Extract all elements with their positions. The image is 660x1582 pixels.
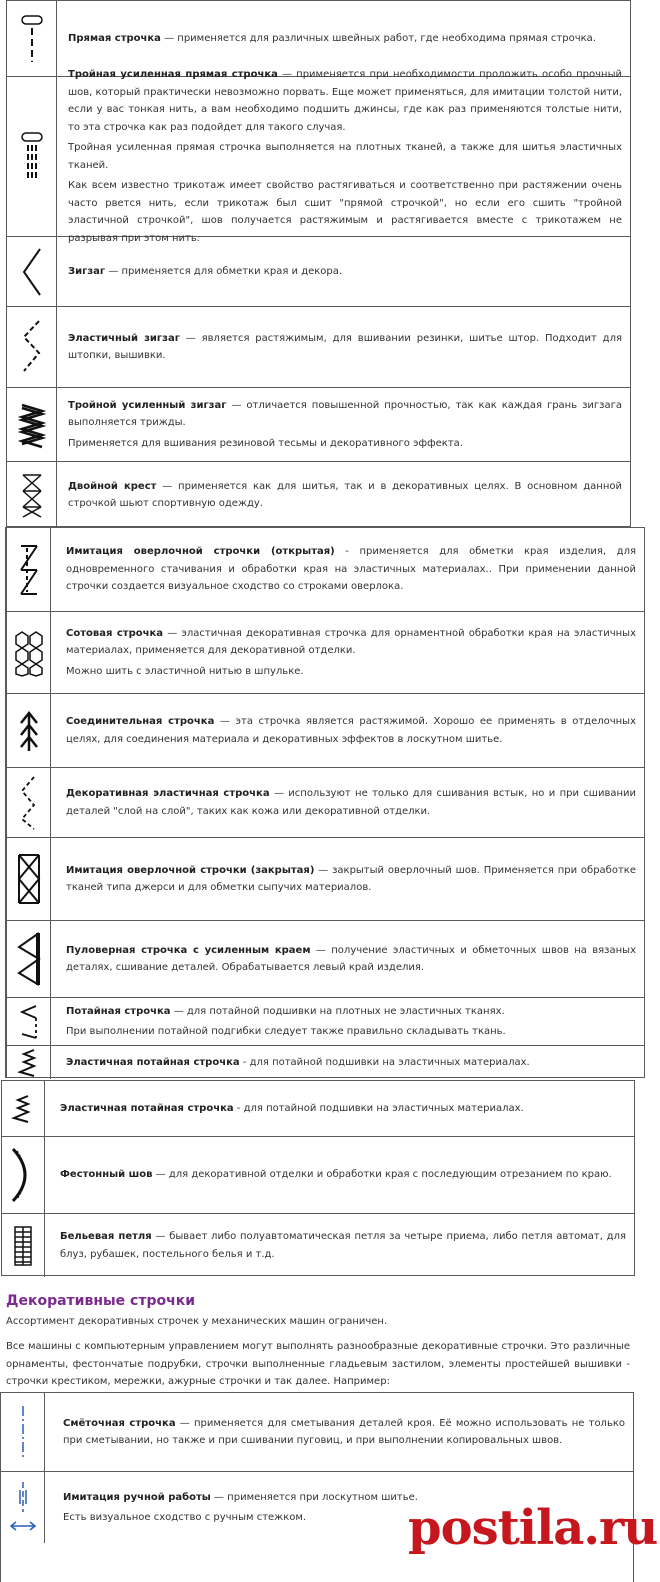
stitch-text: — является растяжимым, для вшивании резинки, шитье штор. Подходит для штопки, вышивки. (68, 332, 622, 361)
stitch-description (63, 1393, 625, 1471)
table-row (7, 998, 644, 1046)
stitch-text: — получение эластичных и обметочных швов на вязаных деталях, сшивание деталей. Обрабатывается левый край изделия. (66, 944, 636, 973)
stitch-name: Бельевая петля (60, 1231, 152, 1242)
stitch-description (66, 921, 636, 997)
stitch-name: Эластичная потайная строчка (66, 1056, 240, 1068)
stitch-text: Применяется для вшивания резиновой тесьмы и декоративного эффекта. (68, 437, 463, 449)
open-overlock-icon (7, 528, 51, 611)
stitch-description (66, 1046, 636, 1079)
stitch-description (66, 838, 636, 920)
straight-stitch-icon (7, 1, 57, 76)
stitch-description (68, 462, 622, 528)
stitch-name: Тройной усиленный зигзаг (68, 399, 227, 411)
triple-zigzag-icon (7, 388, 57, 461)
stitch-text: — применяется как для шитья, так и в декоративных целях. В основном данной строчкой шьют спортивную одежду. (68, 480, 622, 509)
stitch-text: Как всем известно трикотаж имеет свойство растягиваться и соответственно при растяжении очень часто рвется нить, если трикотаж был сшит "прямой строчкой", но если его сшить "тройной эластичной строчкой", шов получается растяжимым и растягивается вместе с трикотажем не разрывая при этом нить. (68, 180, 622, 244)
table-row (7, 69, 630, 244)
table-row (2, 1214, 634, 1277)
table-row (7, 307, 630, 388)
pullover-stitch-icon (7, 921, 51, 997)
double-cross-icon (7, 462, 57, 528)
stitch-description (66, 612, 636, 693)
table-row (7, 838, 644, 921)
stitch-description (60, 1081, 626, 1136)
stitch-text: — применяется при необходимости проложить особо прочный шов, который практически невозможно порвать. Еще может применяться, для имитации толстой нити, если у вас тонкая нить, а вам необходимо подшить джинсы, где как раз применяются толстые нити, то эта строчка как раз подойдет для такого случая. (68, 69, 622, 133)
section-title: Декоративные строчки (6, 1293, 196, 1309)
stitch-text: — для декоративной отделки и обработки края с последующим отрезанием по краю. (152, 1169, 612, 1181)
table-row (2, 1137, 634, 1214)
stitch-description (68, 237, 622, 306)
stitch-name: Имитация оверлочной строчки (закрытая) (66, 864, 315, 876)
closed-overlock-icon (7, 838, 51, 920)
stitch-text: — эластичная декоративная строчка для орнаментной обработки края на эластичных материалах, применяется для декоративной отделки. (66, 627, 636, 657)
table-row (7, 768, 644, 838)
stitch-name: Эластичный зигзаг (68, 332, 180, 344)
section-intro-2: Все машины с компьютерным управлением могут выполнять разнообразные декоративные строчки. Это различные орнаменты, фестончатые подрубки, строчки выполненные гладьевым застилом, элементы простейшей вышивки - строчки крестиком, мережки, ажурные строчки и так далее. Например: (6, 1341, 630, 1387)
stitch-table-1 (6, 0, 631, 527)
section-intro-1: Ассортимент декоративных строчек у механических машин ограничен. (6, 1316, 388, 1327)
table-row (7, 528, 644, 612)
stitch-description (68, 1, 622, 76)
stitch-name: Двойной крест (68, 480, 157, 492)
stitch-name: Имитация ручной работы (63, 1491, 211, 1503)
honeycomb-stitch-icon (7, 612, 51, 693)
stitch-text: — применяется при лоскутном шитье. (210, 1491, 418, 1503)
stitch-description (66, 998, 636, 1045)
stitch-description (66, 768, 636, 837)
stitch-text: - применяется для обметки края изделия, для одновременного стачивания и обработки края на эластичных материалах.. При применении данной строчки создается визуальное сходство со строками оверлока. (66, 546, 636, 593)
stitch-text: - для потайной подшивки на эластичных материалах. (239, 1056, 530, 1068)
stitch-text: — применяется для сметывания деталей кроя. Её можно использовать не только при сметывании, но также и при сшивании пуговиц, и при выполнении копировальных швов. (63, 1417, 626, 1446)
stitch-text: — бывает либо полуавтоматическая петля за четыре приема, либо петля автомат, для блуз, рубашек, постельного белья и т.д. (60, 1231, 627, 1260)
stitch-table-3 (1, 1080, 635, 1276)
stitch-name: Декоративная эластичная строчка (66, 788, 270, 799)
stitch-name: Сотовая строчка (66, 627, 164, 639)
stitch-text: — закрытый оверлочный шов. Применяется при обработке тканей типа джерси и для обметки сыпучих материалов. (66, 864, 636, 893)
table-row (7, 612, 644, 694)
blind-hem-icon (7, 998, 51, 1045)
stitch-text: Есть визуальное сходство с ручным стежком. (63, 1512, 307, 1523)
table-row (7, 921, 644, 998)
table-row (1, 1393, 633, 1472)
stitch-text: — используют не только для сшивания встык, но и при сшивании деталей "слой на слой", таких как кожа или декоративной отделки. (66, 788, 636, 817)
stitch-name: Фестонный шов (60, 1169, 153, 1181)
stitch-name: Тройная усиленная прямая строчка (68, 69, 278, 80)
stitch-text: При выполнении потайной подгибки следует также правильно складывать ткань. (66, 1026, 506, 1037)
stitch-name: Прямая строчка (68, 32, 161, 44)
connecting-stitch-icon (7, 694, 51, 767)
stitch-name: Потайная строчка (66, 1005, 171, 1017)
table-row (7, 1046, 644, 1079)
decorative-elastic-icon (7, 768, 51, 837)
scallop-stitch-icon (2, 1137, 45, 1213)
table-row (7, 694, 644, 768)
stitch-description (68, 69, 622, 244)
table-row (2, 1081, 634, 1137)
stitch-text: Можно шить с эластичной нитью в шпульке. (66, 665, 304, 677)
watermark-logo: postila.ru (408, 1500, 658, 1556)
stitch-table-2 (5, 527, 645, 1078)
basting-stitch-icon (1, 1393, 45, 1471)
triple-straight-stitch-icon (7, 77, 57, 236)
stitch-name: Эластичная потайная строчка (60, 1102, 234, 1114)
stitch-text: — эта строчка является растяжимой. Хорошо ее применять в отделочных целях, для соединения материала и декоративных эффектов в лоскутном шитье. (66, 716, 636, 745)
buttonhole-icon (2, 1214, 45, 1277)
stitch-name: Зигзаг (68, 265, 106, 277)
stitch-text: — применяется для обметки края и декора. (105, 265, 343, 277)
table-row (7, 388, 630, 462)
stitch-description (60, 1214, 626, 1277)
handwork-imitation-icon (1, 1472, 45, 1543)
stitch-text: Тройная усиленная прямая строчка выполняется на плотных тканей, а также для шитья эластичных тканей. (68, 142, 622, 171)
elastic-blind-hem-icon (7, 1046, 51, 1079)
stitch-name: Пуловерная строчка с усиленным краем (66, 944, 311, 956)
stitch-text: — для потайной подшивки на плотных не эластичных тканях. (170, 1005, 505, 1017)
zigzag-stitch-icon (7, 237, 57, 306)
elastic-blind-hem-icon (2, 1081, 45, 1136)
elastic-zigzag-icon (7, 307, 57, 387)
stitch-description (66, 528, 636, 611)
stitch-description (60, 1137, 626, 1213)
stitch-text: — применяется для различных швейных работ, где необходима прямая строчка. (160, 32, 596, 44)
stitch-name: Смёточная строчка (63, 1417, 176, 1429)
stitch-name: Соединительная строчка (66, 716, 215, 727)
table-row (7, 237, 630, 307)
stitch-description (68, 307, 622, 387)
table-row (7, 462, 630, 528)
stitch-description (66, 694, 636, 767)
stitch-text: - для потайной подшивки на эластичных материалах. (233, 1102, 524, 1114)
stitch-text: — отличается повышенной прочностью, так как каждая грань зигзага выполняется трижды. (68, 399, 622, 429)
stitch-description (68, 388, 622, 461)
stitch-name: Имитация оверлочной строчки (открытая) (66, 546, 335, 558)
